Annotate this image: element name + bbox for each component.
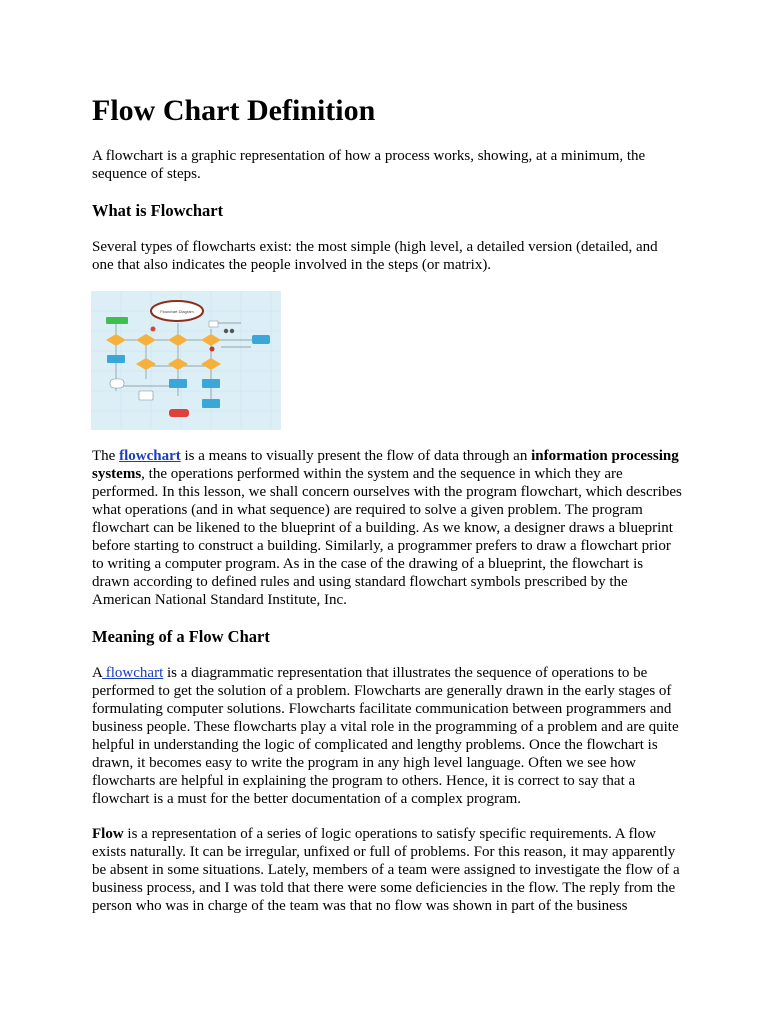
section-heading-what-is-flowchart: What is Flowchart <box>92 201 224 220</box>
meaning-paragraph <box>92 664 682 808</box>
flow-text-rest: is a representation of a series of logic operations to satisfy specific requirements. A flow exists naturally. It can be irregular, unfixed or full of problems. For this reason, it may apparently be absent in some situations. Lately, members of a team were assigned to investigate the flow of a business process, and I was told that there were some deficiencies in the flow. The reply from the person who was in charge of the team was that no flow was shown in part of the business <box>92 826 680 914</box>
flowchart-link[interactable]: flowchart <box>119 448 181 464</box>
meaning-text-start: A <box>92 665 103 681</box>
para2-text-start: The <box>92 448 120 464</box>
flow-bold: Flow <box>92 826 124 842</box>
section-heading-meaning: Meaning of a Flow Chart <box>92 627 270 646</box>
para2-text-rest: , the operations performed within the system and the sequence in which they are performed. In this lesson, we shall concern ourselves with the program flowchart, which describes what operations (and in what sequence) are required to solve a given problem. The program flowchart can be likened to the blueprint of a building. As we know, a designer draws a blueprint before starting to construct a building. Similarly, a programmer prefers to draw a flowchart prior to writing a computer program. As in the case of the drawing of a blueprint, the flowchart is drawn according to defined rules and using standard flowchart symbols prescribed by the American National Standard Institute, Inc. <box>92 466 682 608</box>
para2-text-mid: is a means to visually present the flow of data through an <box>180 448 532 464</box>
meaning-text-rest: is a diagrammatic representation that illustrates the sequence of operations to be performed to get the solution of a problem. Flowcharts are generally drawn in the early stages of formulating computer solutions. Flowcharts facilitate communication between programmers and business people. These flowcharts play a vital role in the programming of a problem and are quite helpful in understanding the logic of complicated and lengthy problems. Once the flowchart is drawn, it becomes easy to write the program in any high level language. Often we see how flowcharts are helpful in explaining the program to others. Hence, it is correct to say that a flowchart is a must for the better documentation of a complex program. <box>92 665 679 807</box>
flowchart-diagram-image <box>91 291 281 430</box>
flowchart-types-paragraph: Several types of flowcharts exist: the most simple (high level, a detailed version (detailed, and one that also indicates the people involved in the steps (or matrix). <box>92 239 658 273</box>
flowchart-illustration <box>91 291 281 430</box>
information-processing-bold: information processing systems <box>92 448 679 482</box>
page-title: Flow Chart Definition <box>92 94 376 127</box>
flow-paragraph <box>92 825 682 915</box>
flowchart-banner-text: Flowchart Diagram <box>160 309 194 314</box>
intro-paragraph: A flowchart is a graphic representation of how a process works, showing, at a minimum, the sequence of steps. <box>92 148 646 182</box>
flowchart-purpose-paragraph <box>92 447 682 609</box>
flowchart-link-2[interactable]: flowchart <box>102 665 164 681</box>
